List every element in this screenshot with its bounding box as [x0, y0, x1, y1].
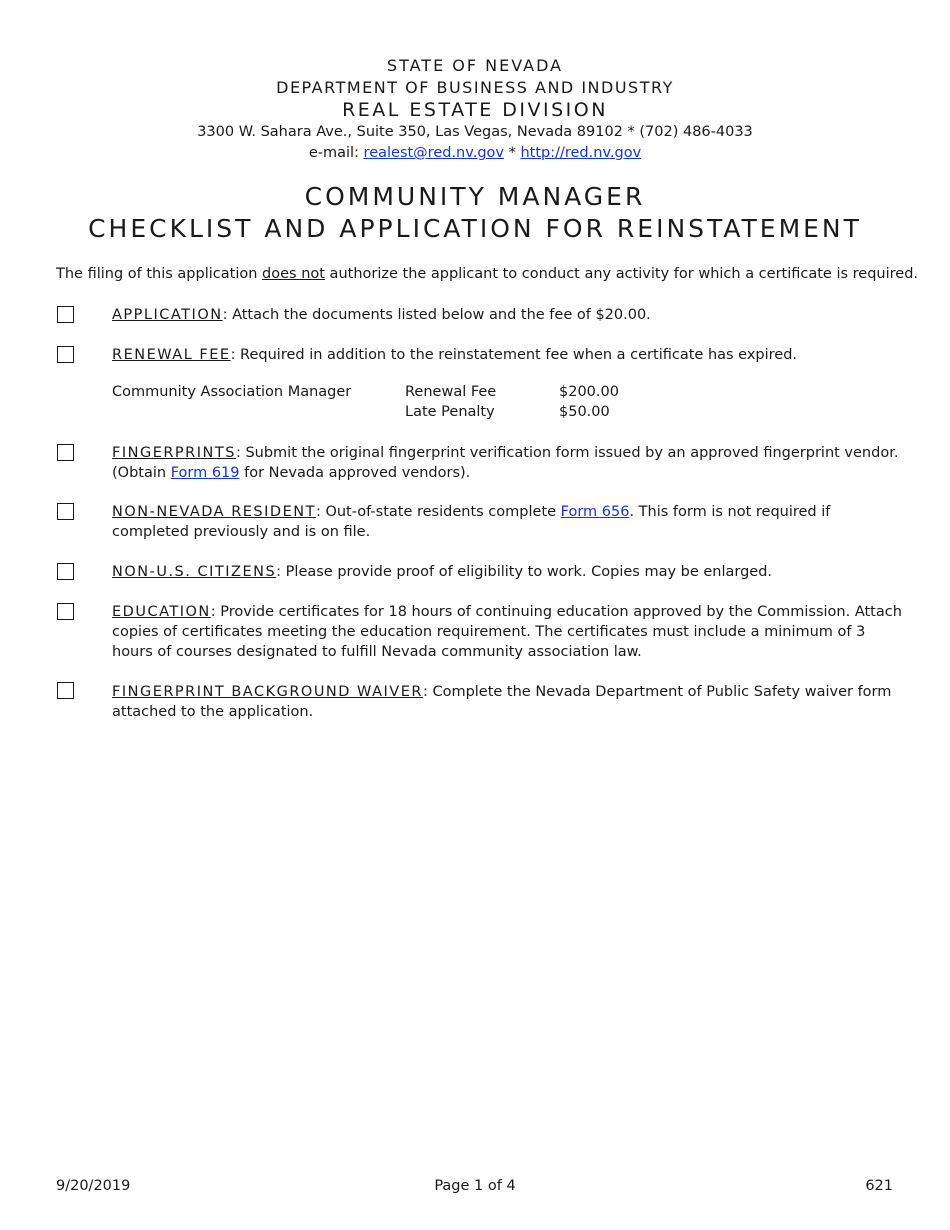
- header-contact: [0, 145, 950, 161]
- application-label: APPLICATION: [112, 307, 223, 323]
- form-619-link[interactable]: Form 619: [170, 465, 240, 481]
- intro-statement: [56, 266, 918, 282]
- footer-page-number: Page 1 of 4: [434, 1178, 516, 1194]
- education-checkbox[interactable]: [57, 603, 74, 620]
- non-resident-checkbox[interactable]: [57, 503, 74, 520]
- header-address: 3300 W. Sahara Ave., Suite 350, Las Vegas, Nevada 89102 * (702) 486-4033: [197, 124, 753, 140]
- header-state: STATE OF NEVADA: [386, 56, 564, 75]
- fingerprints-checkbox[interactable]: [57, 444, 74, 461]
- non-resident-text: : Out-of-state residents complete: [315, 504, 561, 520]
- application-checkbox[interactable]: [57, 306, 74, 323]
- education-item: [112, 602, 902, 662]
- application-text: : Attach the documents listed below and the fee of $20.00.: [222, 307, 651, 323]
- form-title-line2: CHECKLIST AND APPLICATION FOR REINSTATEMENT: [88, 214, 862, 243]
- intro-after: authorize the applicant to conduct any activity for which a certificate is required.: [324, 266, 919, 282]
- form-656-link[interactable]: Form 656: [560, 504, 630, 520]
- website-link[interactable]: http://red.nv.gov: [520, 145, 642, 161]
- header-division: REAL ESTATE DIVISION: [342, 99, 608, 121]
- footer-form-number: 621: [865, 1178, 893, 1194]
- non-citizen-label: NON-U.S. CITIZENS: [112, 564, 277, 580]
- renewal-fee-text: : Required in addition to the reinstatement fee when a certificate has expired.: [230, 347, 798, 363]
- form-title-line1: COMMUNITY MANAGER: [304, 182, 646, 211]
- non-resident-item: [112, 502, 902, 542]
- intro-before: The filing of this application: [56, 266, 263, 282]
- non-citizen-item: [112, 562, 902, 582]
- late-penalty-name: Late Penalty: [405, 404, 495, 420]
- renewal-fee-name: Renewal Fee: [405, 384, 497, 400]
- waiver-item: [112, 682, 902, 722]
- education-text: : Provide certificates for 18 hours of continuing education approved by the Commission. Attach copies of certificates meeting the education requirement. The certificates must include a minimum of 3 hours of courses designated to fulfill Nevada community association law.: [112, 604, 902, 660]
- contact-separator: *: [503, 145, 521, 161]
- email-prefix: e-mail:: [308, 145, 364, 161]
- fingerprints-item: [112, 443, 902, 483]
- renewal-fee-item: [112, 345, 902, 365]
- education-label: EDUCATION: [112, 604, 211, 620]
- non-citizen-checkbox[interactable]: [57, 563, 74, 580]
- renewal-fee-label: RENEWAL FEE: [112, 347, 231, 363]
- intro-emphasis: does not: [262, 266, 325, 282]
- waiver-label: FINGERPRINT BACKGROUND WAIVER: [112, 684, 423, 700]
- late-penalty-amount: $50.00: [559, 404, 610, 420]
- renewal-fee-checkbox[interactable]: [57, 346, 74, 363]
- license-type: Community Association Manager: [112, 384, 352, 400]
- non-resident-label: NON-NEVADA RESIDENT: [112, 504, 316, 520]
- fingerprints-text: : Submit the original fingerprint verification form issued by an approved fingerprint vendor. (Obtain: [112, 445, 899, 481]
- non-citizen-text: : Please provide proof of eligibility to work. Copies may be enlarged.: [276, 564, 773, 580]
- renewal-fee-amount: $200.00: [559, 384, 619, 400]
- email-link[interactable]: realest@red.nv.gov: [363, 145, 504, 161]
- application-item: [112, 305, 902, 325]
- waiver-text: : Complete the Nevada Department of Public Safety waiver form attached to the application.: [112, 684, 892, 720]
- header-department: DEPARTMENT OF BUSINESS AND INDUSTRY: [276, 78, 674, 97]
- footer-date: 9/20/2019: [56, 1178, 131, 1194]
- fingerprints-label: FINGERPRINTS: [112, 445, 236, 461]
- non-resident-text-after: . This form is not required if completed previously and is on file.: [112, 504, 831, 540]
- fingerprints-text-after: for Nevada approved vendors).: [239, 465, 471, 481]
- waiver-checkbox[interactable]: [57, 682, 74, 699]
